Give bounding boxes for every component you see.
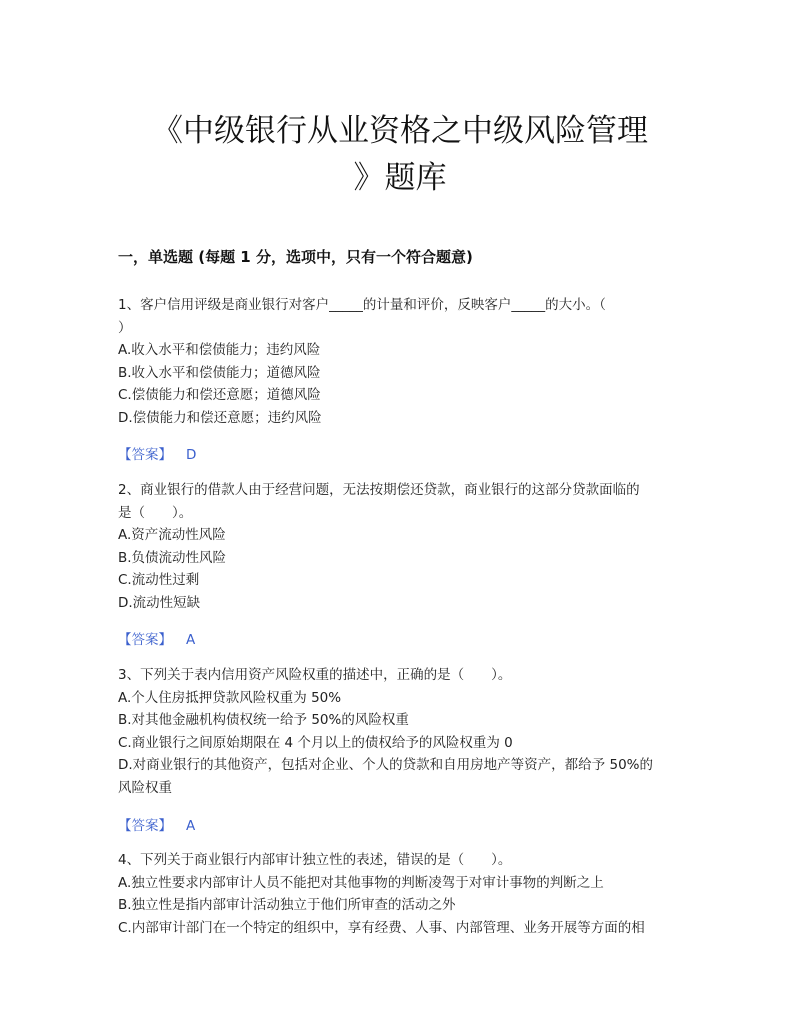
option-a: A.个人住房抵押贷款风险权重为 50% — [118, 689, 342, 706]
section-heading: 一，单选题 (每题 1 分，选项中，只有一个符合题意) — [118, 248, 473, 266]
option-b: B.负债流动性风险 — [118, 549, 227, 566]
question-stem: 1、客户信用评级是商业银行对客户_____的计量和评价，反映客户_____的大小。（ — [118, 297, 606, 313]
question-1 — [118, 294, 688, 429]
question-4 — [118, 849, 688, 939]
option-b: B.收入水平和偿债能力；道德风险 — [118, 364, 321, 381]
document-title — [100, 108, 700, 202]
question-stem: ） — [118, 319, 132, 336]
option-c: C.商业银行之间原始期限在 4 个月以上的债权给予的风险权重为 0 — [118, 734, 513, 751]
question-2 — [118, 479, 688, 614]
option-a: A.独立性要求内部审计人员不能把对其他事物的判断凌驾于对审计事物的判断之上 — [118, 874, 604, 891]
option-d-continued: 风险权重 — [118, 779, 172, 796]
option-d: D.偿债能力和偿还意愿；违约风险 — [118, 409, 322, 426]
option-b: B.独立性是指内部审计活动独立于他们所审查的活动之外 — [118, 897, 456, 913]
answer-value: A — [186, 632, 196, 648]
title-line-1: 《中级银行从业资格之中级风险管理 — [152, 113, 648, 149]
option-d: D.对商业银行的其他资产，包括对企业、个人的贷款和自用房地产等资产，都给予 50%的 — [118, 757, 653, 773]
answer-3 — [118, 814, 195, 834]
answer-value: A — [186, 818, 196, 834]
question-stem: 3、下列关于表内信用资产风险权重的描述中，正确的是（ ）。 — [118, 667, 512, 683]
option-c: C.内部审计部门在一个特定的组织中，享有经费、人事、内部管理、业务开展等方面的相 — [118, 919, 645, 936]
question-3 — [118, 664, 688, 799]
question-stem: 是（ ）。 — [118, 504, 193, 521]
answer-label: 【答案】 — [118, 632, 172, 648]
option-c: C.偿债能力和偿还意愿；道德风险 — [118, 387, 321, 403]
answer-2 — [118, 628, 195, 648]
question-stem: 2、商业银行的借款人由于经营问题，无法按期偿还贷款，商业银行的这部分贷款面临的 — [118, 482, 640, 498]
answer-value: D — [186, 447, 197, 463]
answer-label: 【答案】 — [118, 447, 172, 463]
title-line-2: 》题库 — [353, 160, 447, 196]
question-stem: 4、下列关于商业银行内部审计独立性的表述，错误的是（ ）。 — [118, 852, 512, 868]
option-d: D.流动性短缺 — [118, 594, 201, 611]
option-c: C.流动性过剩 — [118, 572, 200, 588]
option-b: B.对其他金融机构债权统一给予 50%的风险权重 — [118, 712, 409, 728]
answer-1 — [118, 443, 196, 463]
option-a: A.资产流动性风险 — [118, 527, 226, 543]
answer-label: 【答案】 — [118, 818, 172, 834]
option-a: A.收入水平和偿债能力；违约风险 — [118, 342, 321, 358]
